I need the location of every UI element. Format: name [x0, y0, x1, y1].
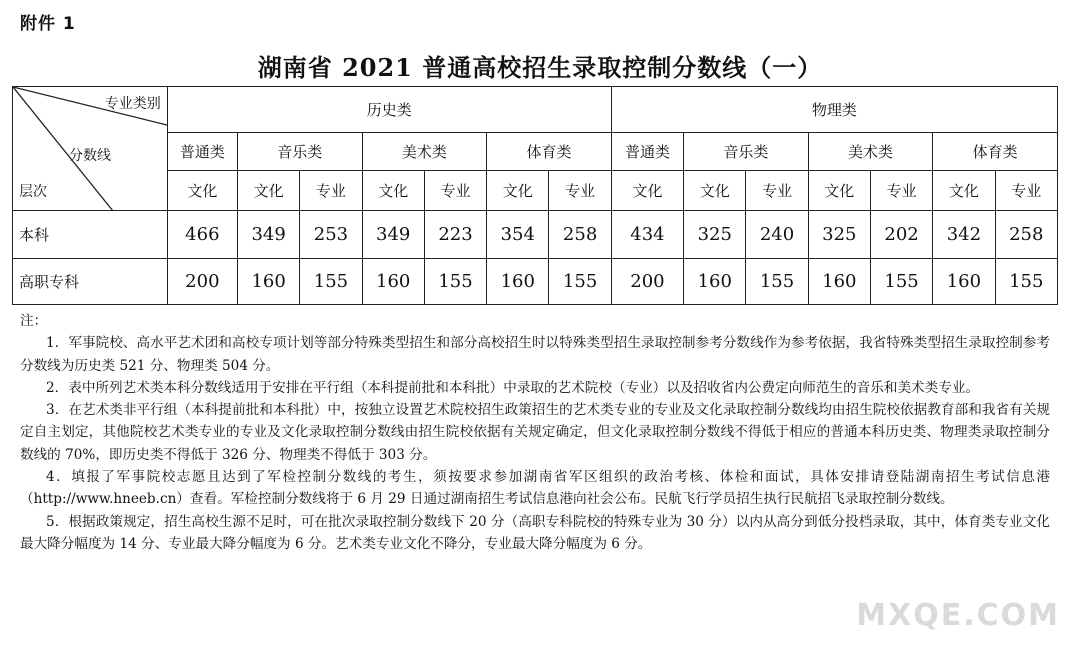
- score-cell: 160: [487, 259, 549, 305]
- note-item: 1．军事院校、高水平艺术团和高校专项计划等部分特殊类型招生和部分高校招生时以特殊类型招生录取控制参考分数线作为参考依据，我省特殊类型招生录取控制参考分数线为历史类 521 分、物理类 504 分。: [20, 335, 1050, 374]
- subject-header-row: [13, 171, 1058, 211]
- subject-header: 专业: [424, 171, 486, 211]
- subject-header: 文化: [238, 171, 300, 211]
- score-cell: 349: [362, 211, 424, 259]
- row-label: 本科: [13, 211, 168, 259]
- score-cell: 325: [808, 211, 870, 259]
- table-row: [13, 211, 1058, 259]
- score-cell: 160: [362, 259, 424, 305]
- score-cell: 155: [300, 259, 362, 305]
- subgroup-header: 音乐类: [238, 133, 363, 171]
- group-header-row: [13, 87, 1058, 133]
- corner-level-label: 层次: [19, 184, 47, 200]
- subject-header: 文化: [167, 171, 237, 211]
- subgroup-header: 普通类: [611, 133, 683, 171]
- score-cell: 200: [167, 259, 237, 305]
- score-cell: 325: [684, 211, 746, 259]
- attachment-label: 附件 1: [20, 14, 76, 34]
- score-cell: 155: [549, 259, 611, 305]
- subject-header: 专业: [870, 171, 932, 211]
- subject-header: 专业: [300, 171, 362, 211]
- subject-header: 文化: [808, 171, 870, 211]
- table-corner-cell: [13, 87, 168, 211]
- watermark: MXQE.COM: [856, 598, 1060, 633]
- subgroup-header-row: [13, 133, 1058, 171]
- score-cell: 223: [424, 211, 486, 259]
- score-cell: 240: [746, 211, 808, 259]
- score-cell: 202: [870, 211, 932, 259]
- score-cell: 155: [995, 259, 1057, 305]
- score-cell: 155: [424, 259, 486, 305]
- corner-category-label: 专业类别: [104, 96, 161, 112]
- note-item: 2．表中所列艺术类本科分数线适用于安排在平行组（本科提前批和本科批）中录取的艺术院校（专业）以及招收省内公费定向师范生的音乐和美术类专业。: [46, 379, 980, 396]
- score-cell: 258: [995, 211, 1057, 259]
- note-item: 3．在艺术类非平行组（本科提前批和本科批）中，按独立设置艺术院校招生政策招生的艺术类专业的专业及文化录取控制分数线均由招生院校依据教育部和我省有关规定自主划定，其他院校艺术类专业的专业及文化录取控制分数线由招生院校依据有关规定确定，但文化录取控制分数线不得低于相应的普通本科历史类、物理类录取控制分数线的 70%，即历史类不得低于 326 分、物理类不得低于 303 分。: [20, 402, 1050, 463]
- subject-header: 文化: [611, 171, 683, 211]
- score-cell: 354: [487, 211, 549, 259]
- score-cell: 160: [933, 259, 995, 305]
- score-cell: 200: [611, 259, 683, 305]
- subject-header: 文化: [362, 171, 424, 211]
- note-item: 4．填报了军事院校志愿且达到了军检控制分数线的考生，须按要求参加湖南省军区组织的政治考核、体检和面试，具体安排请登陆湖南招生考试信息港（http://www.hneeb.cn）查看。军检控制分数线将于 6 月 29 日通过湖南招生考试信息港向社会公布。民航飞行学员招生执行民航招飞录取控制分数线。: [20, 469, 1050, 508]
- subgroup-header: 普通类: [167, 133, 237, 171]
- score-cell: 155: [746, 259, 808, 305]
- subject-header: 专业: [746, 171, 808, 211]
- row-label: 高职专科: [13, 259, 168, 305]
- subject-header: 文化: [684, 171, 746, 211]
- score-cell: 155: [870, 259, 932, 305]
- notes-title: 注：: [20, 313, 48, 329]
- subgroup-header: 音乐类: [684, 133, 809, 171]
- subject-header: 专业: [549, 171, 611, 211]
- score-cell: 160: [684, 259, 746, 305]
- subject-header: 文化: [933, 171, 995, 211]
- group-header-history: 历史类: [167, 87, 611, 133]
- group-header-physics: 物理类: [611, 87, 1057, 133]
- subject-header: 专业: [995, 171, 1057, 211]
- score-cell: 342: [933, 211, 995, 259]
- score-cell: 160: [808, 259, 870, 305]
- score-cell: 160: [238, 259, 300, 305]
- note-item: 5．根据政策规定，招生高校生源不足时，可在批次录取控制分数线下 20 分（高职专科院校的特殊专业为 30 分）以内从高分到低分投档录取，其中，体育类专业文化最大降分幅度为 14 分、专业最大降分幅度为 6 分。艺术类专业文化不降分，专业最大降分幅度为 6 分。: [20, 513, 1050, 552]
- score-table: [12, 86, 1058, 305]
- subgroup-header: 美术类: [808, 133, 933, 171]
- score-cell: 466: [167, 211, 237, 259]
- notes-section: [20, 310, 1050, 555]
- score-cell: 349: [238, 211, 300, 259]
- table-row: [13, 259, 1058, 305]
- score-cell: 258: [549, 211, 611, 259]
- corner-score-label: 分数线: [69, 148, 111, 164]
- page-title: 湖南省 2021 普通高校招生录取控制分数线（一）: [257, 53, 823, 82]
- score-cell: 434: [611, 211, 683, 259]
- subject-header: 文化: [487, 171, 549, 211]
- subgroup-header: 体育类: [933, 133, 1058, 171]
- subgroup-header: 体育类: [487, 133, 612, 171]
- score-cell: 253: [300, 211, 362, 259]
- subgroup-header: 美术类: [362, 133, 487, 171]
